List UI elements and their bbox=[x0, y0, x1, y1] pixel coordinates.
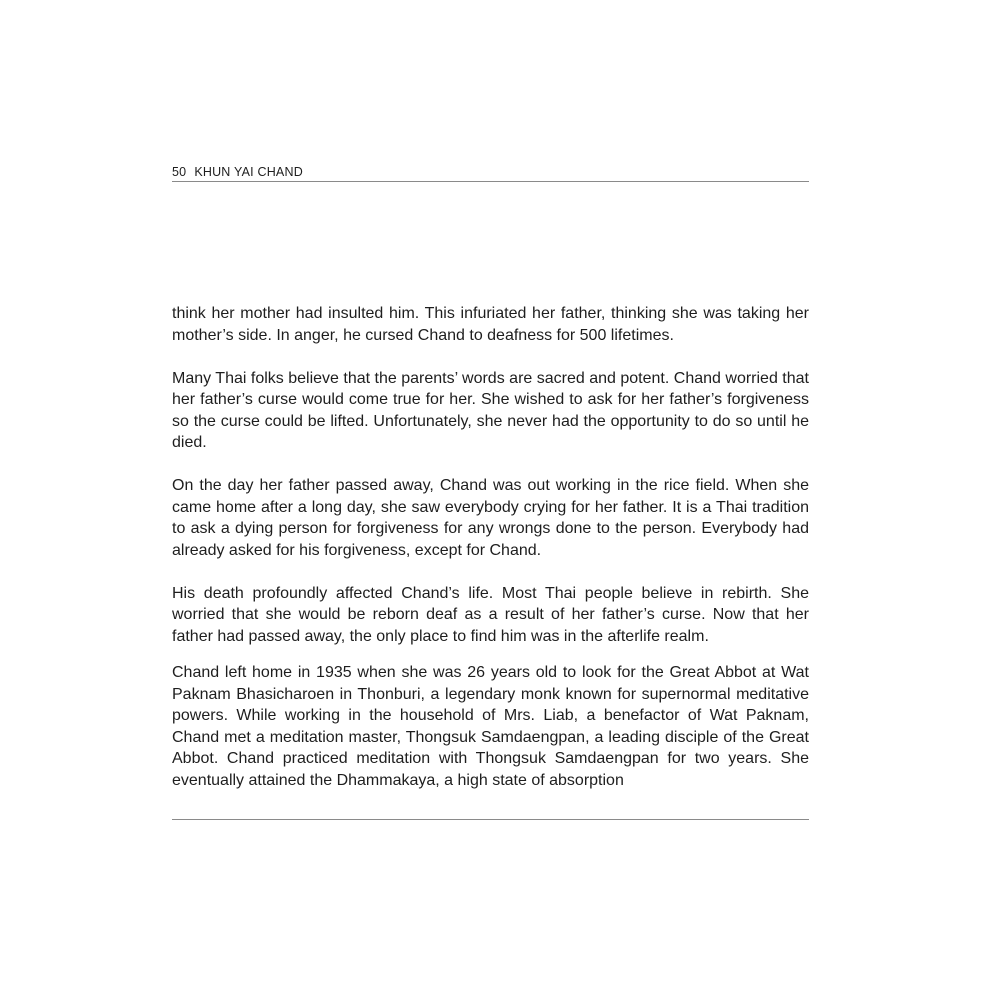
body-text bbox=[172, 303, 809, 791]
page-number: 50 bbox=[172, 165, 187, 179]
paragraph-3: On the day her father passed away, Chand was out working in the rice field. When she came home after a long day, she saw everybody crying for her father. It is a Thai tradition to ask a dying person for forgiveness for any wrongs done to the person. Everybody had already asked for his forgiveness, except for Chand. bbox=[172, 477, 809, 559]
running-title: KHUN YAI CHAND bbox=[194, 165, 303, 179]
bottom-rule bbox=[172, 819, 809, 820]
paragraph-4: His death profoundly affected Chand’s life. Most Thai people believe in rebirth. She worried that she would be reborn deaf as a result of her father’s curse. Now that her father had passed away, the only place to find him was in the afterlife realm. bbox=[172, 584, 809, 645]
paragraph-1: think her mother had insulted him. This infuriated her father, thinking she was taking her mother’s side. In anger, he cursed Chand to deafness for 500 lifetimes. bbox=[172, 305, 809, 344]
paragraph-2: Many Thai folks believe that the parents’ words are sacred and potent. Chand worried that her father’s curse would come true for her. She wished to ask for her father’s forgiveness so the curse could be lifted. Unfortunately, she never had the opportunity to do so until he died. bbox=[172, 369, 809, 451]
paragraph-5: Chand left home in 1935 when she was 26 years old to look for the Great Abbot at Wat Paknam Bhasicharoen in Thonburi, a legendary monk known for supernormal meditative powers. While working in the household of Mrs. Liab, a benefactor of Wat Paknam, Chand met a meditation master, Thongsuk Samdaengpan, a leading disciple of the Great Abbot. Chand practiced meditation with Thongsuk Samdaengpan for two years. She eventually attained the Dhammakaya, a high state of absorption bbox=[172, 664, 809, 789]
running-header bbox=[172, 165, 809, 182]
